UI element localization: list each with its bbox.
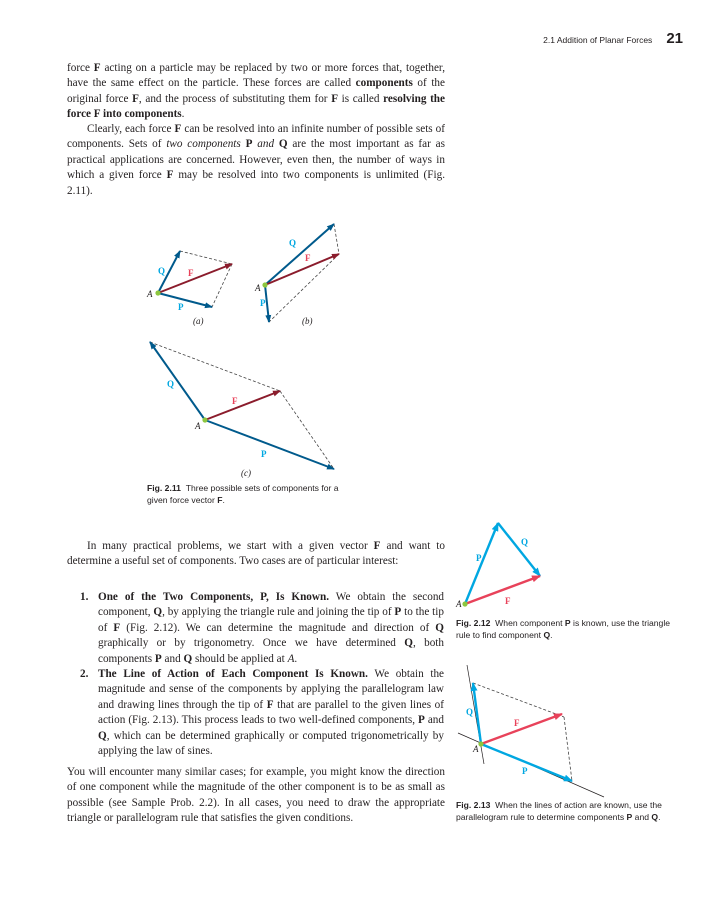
origin-point [478, 741, 483, 746]
origin-point [262, 282, 267, 287]
fig-2-13 [458, 665, 604, 797]
label-q: Q [466, 707, 474, 717]
vector-p [158, 293, 212, 307]
label-a: A [255, 283, 261, 293]
label-p: P [260, 298, 266, 308]
section-title: 2.1 Addition of Planar Forces [543, 35, 653, 45]
fig-2-12-caption: Fig. 2.12 When component P is known, use the triangle rule to find component Q. [456, 618, 671, 640]
fig-2-11-b [254, 224, 339, 326]
closing-paragraph: You will encounter many similar cases; for example, you might know the direction of one component while the magnitude of the other component is to be as small as possible (see Sample Prob. 2.2). In all cases, you need to draw the appropriate triangle or parallelogram rule that satisfies the given conditions. [67, 766, 445, 825]
fig-2-13-caption: Fig. 2.13 When the lines of action are known, use the parallelogram rule to determine components P and Q. [456, 800, 662, 822]
label-q: Q [167, 379, 175, 389]
vector-p [265, 285, 269, 322]
dashed-line [564, 717, 572, 781]
dashed-line [269, 254, 339, 322]
page-number: 21 [666, 30, 683, 47]
label-p: P [476, 553, 482, 563]
label-f: F [514, 718, 520, 728]
vector-q [150, 342, 205, 420]
vector-p [205, 420, 334, 469]
case-item-1: 1. One of the Two Components, P, Is Known. We obtain the second component, Q, by applying the triangle rule and joining the tip of P to the tip of F (Fig. 2.12). We can determine the magnitude and direction of Q graphically or by trigonometry. Once we have determined Q, both components P and Q should be applied at A. [80, 591, 445, 665]
fig-2-12 [455, 523, 540, 609]
label-f: F [232, 396, 238, 406]
vector-f [465, 576, 540, 604]
vector-q [265, 224, 334, 285]
practical-paragraph: In many practical problems, we start with a given vector F and want to determine a useful set of components. Two cases are of particular interest: [67, 540, 445, 568]
dashed-line [180, 251, 232, 264]
label-p: P [178, 302, 184, 312]
label-p: P [261, 449, 267, 459]
vector-q [498, 523, 540, 576]
label-p: P [522, 766, 528, 776]
fig-2-11-a [146, 251, 232, 326]
dashed-line [334, 224, 339, 254]
subfigure-c-label: (c) [241, 468, 251, 478]
vector-f [205, 391, 280, 420]
cases-list [80, 590, 444, 759]
label-q: Q [158, 266, 166, 276]
intro-paragraph: force F acting on a particle may be replaced by two or more forces that, together, have the same effect on the particle. These forces are called components of the original force F, and the process of substituting them for F is called resolving the force F into components. [67, 62, 445, 121]
origin-point [462, 601, 467, 606]
label-q: Q [289, 238, 297, 248]
fig-2-11-caption: Fig. 2.11 Three possible sets of components for a given force vector F. [147, 483, 339, 505]
label-f: F [505, 596, 511, 606]
label-a: A [195, 421, 201, 431]
vector-p [465, 523, 498, 604]
origin-point [202, 417, 207, 422]
vector-q [473, 683, 481, 744]
case-item-2: 2. The Line of Action of Each Component Is Known. We obtain the magnitude and sense of the components by applying the parallelogram law and drawing lines through the tip of F that are parallel to the given lines of action (Fig. 2.13). This process leads to two well-defined components, P and Q, which can be determined graphically or computed trigonometrically by applying the law of sines. [80, 668, 444, 758]
dashed-line [280, 391, 334, 469]
label-a: A [147, 289, 153, 299]
fig-2-11-c [150, 342, 334, 478]
label-a: A [473, 744, 479, 754]
label-a: A [456, 599, 462, 609]
label-f: F [305, 253, 311, 263]
label-q: Q [521, 537, 529, 547]
subfigure-a-label: (a) [193, 316, 204, 326]
label-f: F [188, 268, 194, 278]
subfigure-b-label: (b) [302, 316, 313, 326]
vector-f [481, 714, 562, 744]
vector-f [265, 254, 339, 285]
origin-point [155, 290, 160, 295]
dashed-line [473, 683, 564, 717]
clearly-paragraph: Clearly, each force F can be resolved into an infinite number of possible sets of components. Sets of two components P and Q are the most important as far as practical applications are concerned. However, even then, the number of ways in which a given force F may be resolved into two components is unlimited (Fig. 2.11). [67, 123, 446, 197]
